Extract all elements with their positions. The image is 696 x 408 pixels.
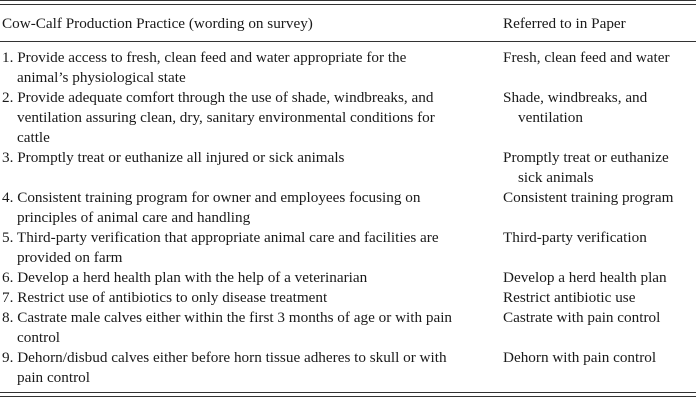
referred-text: Fresh, clean feed and water <box>503 49 670 66</box>
practice-text: 7. Restrict use of antibiotics to only disease treatment <box>2 289 328 306</box>
practice-text: 2. Provide adequate comfort through the use of shade, windbreaks, and ventilation assuring clean, dry, sanitary environmental conditions for cattle <box>2 89 435 146</box>
header-practice: Cow-Calf Production Practice (wording on survey) <box>2 15 313 32</box>
header-referred: Referred to in Paper <box>503 15 626 32</box>
practice-text: 5. Third-party verification that appropriate animal care and facilities are provided on farm <box>2 229 439 266</box>
header-row <box>0 5 696 41</box>
referred-text: Restrict antibiotic use <box>503 289 636 306</box>
referred-text: Third-party verification <box>503 229 647 246</box>
table-row <box>0 88 696 148</box>
practices-table-grid <box>0 5 696 41</box>
referred-text: Promptly treat or euthanize sick animals <box>503 149 669 186</box>
table-row <box>0 42 696 88</box>
referred-text: Shade, windbreaks, and ventilation <box>503 89 648 126</box>
table-row <box>0 148 696 188</box>
bottom-double-rule <box>0 392 696 397</box>
practice-text: 4. Consistent training program for owner and employees focusing on principles of animal care and handling <box>2 189 421 226</box>
table-row <box>0 228 696 268</box>
referred-text: Castrate with pain control <box>503 309 661 326</box>
practice-text: 3. Promptly treat or euthanize all injured or sick animals <box>2 149 345 166</box>
table-row <box>0 308 696 348</box>
practices-table-body <box>0 42 696 392</box>
table-row <box>0 288 696 308</box>
referred-text: Develop a herd health plan <box>503 269 667 286</box>
practice-text: 9. Dehorn/disbud calves either before horn tissue adheres to skull or with pain control <box>2 349 447 386</box>
table-row <box>0 268 696 288</box>
practice-text: 8. Castrate male calves either within the first 3 months of age or with pain control <box>2 309 453 346</box>
referred-text: Consistent training program <box>503 189 674 206</box>
table-row <box>0 348 696 392</box>
referred-text: Dehorn with pain control <box>503 349 657 366</box>
table-row <box>0 188 696 228</box>
practice-text: 6. Develop a herd health plan with the help of a veterinarian <box>2 269 368 286</box>
practice-text: 1. Provide access to fresh, clean feed and water appropriate for the animal’s physiological state <box>2 49 407 86</box>
